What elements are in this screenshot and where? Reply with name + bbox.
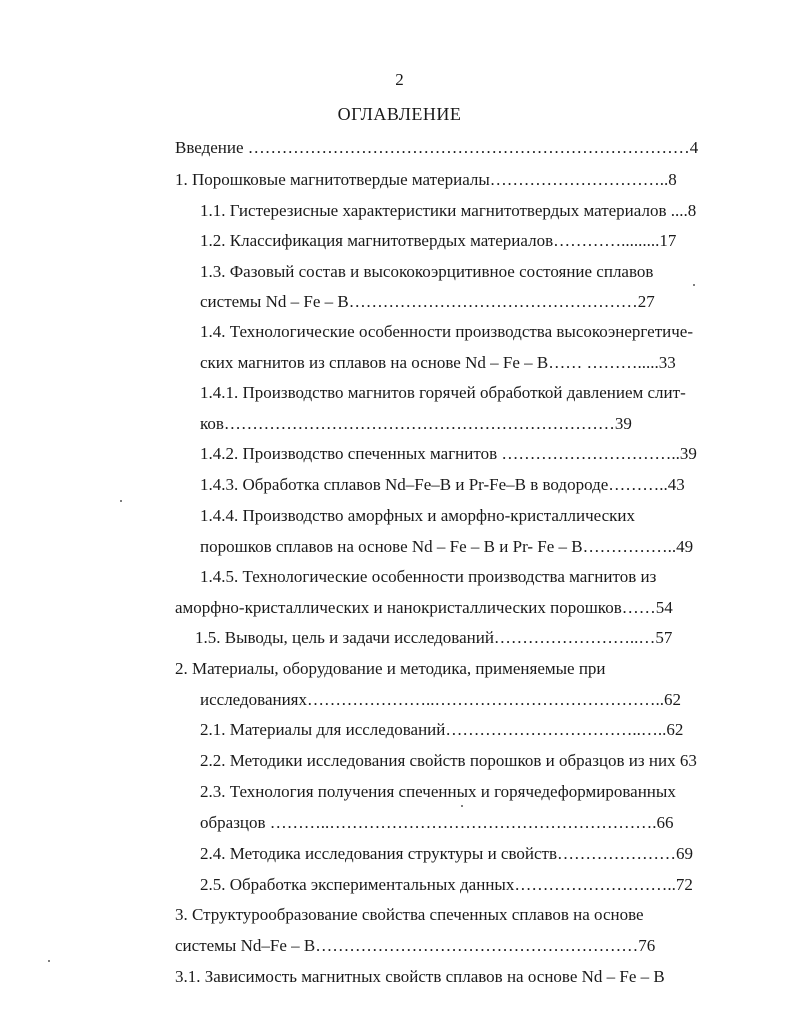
toc-line: 2.4. Методика исследования структуры и свойств…………………69 <box>200 844 693 863</box>
toc-line: 1.4.1. Производство магнитов горячей обработкой давлением слит- <box>200 383 686 402</box>
toc-line: 1.5. Выводы, цель и задачи исследований……………………..…57 <box>195 628 673 647</box>
toc-line: 3.1. Зависимость магнитных свойств сплавов на основе Nd – Fe – B <box>175 967 665 986</box>
toc-line: образцов ………..………………………………………………….66 <box>200 813 674 832</box>
toc-line: 2.5. Обработка экспериментальных данных………………………..72 <box>200 875 693 894</box>
toc-line: 1.4.3. Обработка сплавов Nd–Fe–B и Pr-Fe–B в водороде………..43 <box>200 475 685 494</box>
toc-line: 2. Материалы, оборудование и методика, применяемые при <box>175 659 606 678</box>
scan-speck <box>461 805 463 807</box>
toc-line: Введение ……………………………………………………………………4 <box>175 138 699 157</box>
toc-line: системы Nd – Fe – B……………………………………………27 <box>200 292 655 311</box>
toc-line: 1.4. Технологические особенности производства высокоэнергетиче- <box>200 322 693 341</box>
toc-line: 1.4.2. Производство спеченных магнитов …………………………..39 <box>200 444 697 463</box>
toc-line: аморфно-кристаллических и нанокристаллических порошков……54 <box>175 598 673 617</box>
toc-line: исследованиях…………………..…………………………………..62 <box>200 690 682 709</box>
scan-speck <box>48 960 50 962</box>
toc-line: 1.4.5. Технологические особенности производства магнитов из <box>200 567 657 586</box>
toc-line: 2.1. Материалы для исследований……………………………..…..62 <box>200 720 684 739</box>
toc-line: 1.1. Гистерезисные характеристики магнитотвердых материалов ....8 <box>200 201 697 220</box>
toc-line: 2.2. Методики исследования свойств порошков и образцов из них 63 <box>200 751 697 770</box>
toc-line: ских магнитов из сплавов на основе Nd – Fe – B…… ……….....33 <box>200 353 676 372</box>
toc-line: 1.2. Классификация магнитотвердых материалов………….........17 <box>200 231 677 250</box>
scan-speck <box>693 284 695 286</box>
toc-line: 2.3. Технология получения спеченных и горячедеформированных <box>200 782 676 801</box>
toc-line: 1.4.4. Производство аморфных и аморфно-кристаллических <box>200 506 636 525</box>
scan-speck <box>120 500 122 502</box>
toc-line: системы Nd–Fe – B…………………………………………………76 <box>175 936 656 955</box>
toc-line: порошков сплавов на основе Nd – Fe – B и Pr- Fe – B……………..49 <box>200 537 694 556</box>
toc-line: ков……………………………………………………………39 <box>200 414 632 433</box>
toc-line: 1. Порошковые магнитотвердые материалы…………………………..8 <box>175 170 677 189</box>
toc-line: 1.3. Фазовый состав и высококоэрцитивное состояние сплавов <box>200 262 654 281</box>
toc-line: 3. Структурообразование свойства спеченных сплавов на основе <box>175 905 644 924</box>
page-number: 2 <box>395 70 404 89</box>
toc-title: ОГЛАВЛЕНИЕ <box>337 104 462 124</box>
